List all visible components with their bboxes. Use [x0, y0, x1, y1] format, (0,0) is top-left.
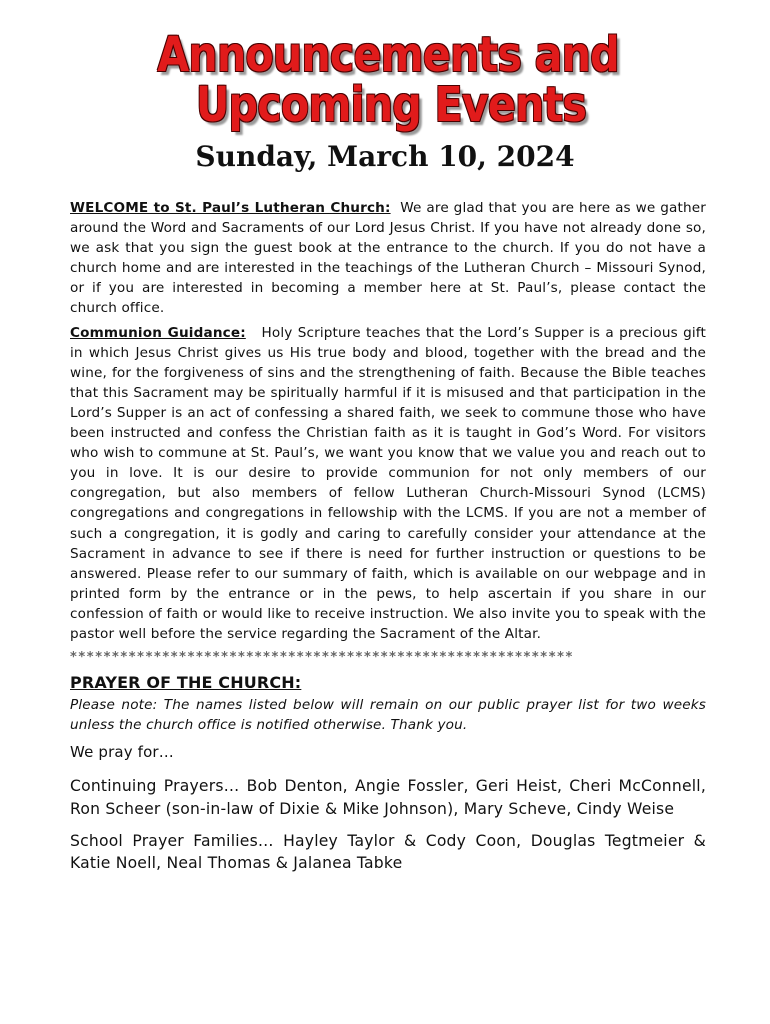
communion-lead: Communion Guidance:	[70, 324, 246, 341]
school-prayer-families: School Prayer Families… Hayley Taylor & Cody Coon, Douglas Tegtmeier & Katie Noell, Neal Thomas & Jalanea Tabke	[70, 831, 706, 873]
bulletin-content	[70, 198, 706, 875]
banner-title-line-2: Upcoming Events	[195, 77, 587, 133]
asterisk-divider: ************************************************************	[70, 650, 574, 666]
banner-title-line-1: Announcements and	[157, 27, 619, 83]
continuing-prayers: Continuing Prayers… Bob Denton, Angie Fossler, Geri Heist, Cheri McConnell, Ron Scheer (son-in-law of Dixie & Mike Johnson), Mary Scheve, Cindy Weise	[70, 777, 706, 818]
communion-paragraph	[70, 323, 706, 645]
we-pray-label: We pray for…	[70, 743, 174, 762]
prayer-heading: PRAYER OF THE CHURCH:	[70, 673, 302, 693]
welcome-text: We are glad that you are here as we gather around the Word and Sacraments of our Lord Jesus Christ. If you have not already done so, we ask that you sign the guest book at the entrance to the church. If you do not have a church home and are interested in the teachings of the Lutheran Church – Missouri Synod, or if you are interested in becoming a member here at St. Paul’s, please contact the church office.	[70, 200, 706, 317]
bulletin-date: Sunday, March 10, 2024	[195, 140, 575, 173]
announcements-banner	[0, 27, 770, 133]
communion-text: Holy Scripture teaches that the Lord’s Supper is a precious gift in which Jesus Christ gives us His true body and blood, together with the bread and the wine, for the forgiveness of sins and the strengthening of faith. Because the Bible teaches that this Sacrament may be spiritually harmful if it is misused and that participation in the Lord’s Supper is an act of confessing a shared faith, we seek to commune those who have been instructed and confess the Christian faith as it is taught in God’s Word. For visitors who wish to commune at St. Paul’s, we want you know that we value you and reach out to you in love. It is our desire to provide communion for not only members of our congregation, but also members of fellow Lutheran Church-Missouri Synod (LCMS) congregations and congregations in fellowship with the LCMS. If you are not a member of such a congregation, it is godly and caring to carefully consider your attendance at the Sacrament in advance to see if there is need for further instruction or questions to be answered. Please refer to our summary of faith, which is available on our webpage and in printed form by the entrance or in the pews, to help ascertain if you share in our confession of faith or would like to receive instruction. We also invite you to speak with the pastor well before the service regarding the Sacrament of the Altar.	[70, 324, 706, 642]
welcome-paragraph	[70, 198, 706, 319]
welcome-lead: WELCOME to St. Paul’s Lutheran Church:	[70, 200, 391, 216]
prayer-note: Please note: The names listed below will remain on our public prayer list for two weeks unless the church office is notified otherwise. Thank you.	[70, 697, 706, 734]
